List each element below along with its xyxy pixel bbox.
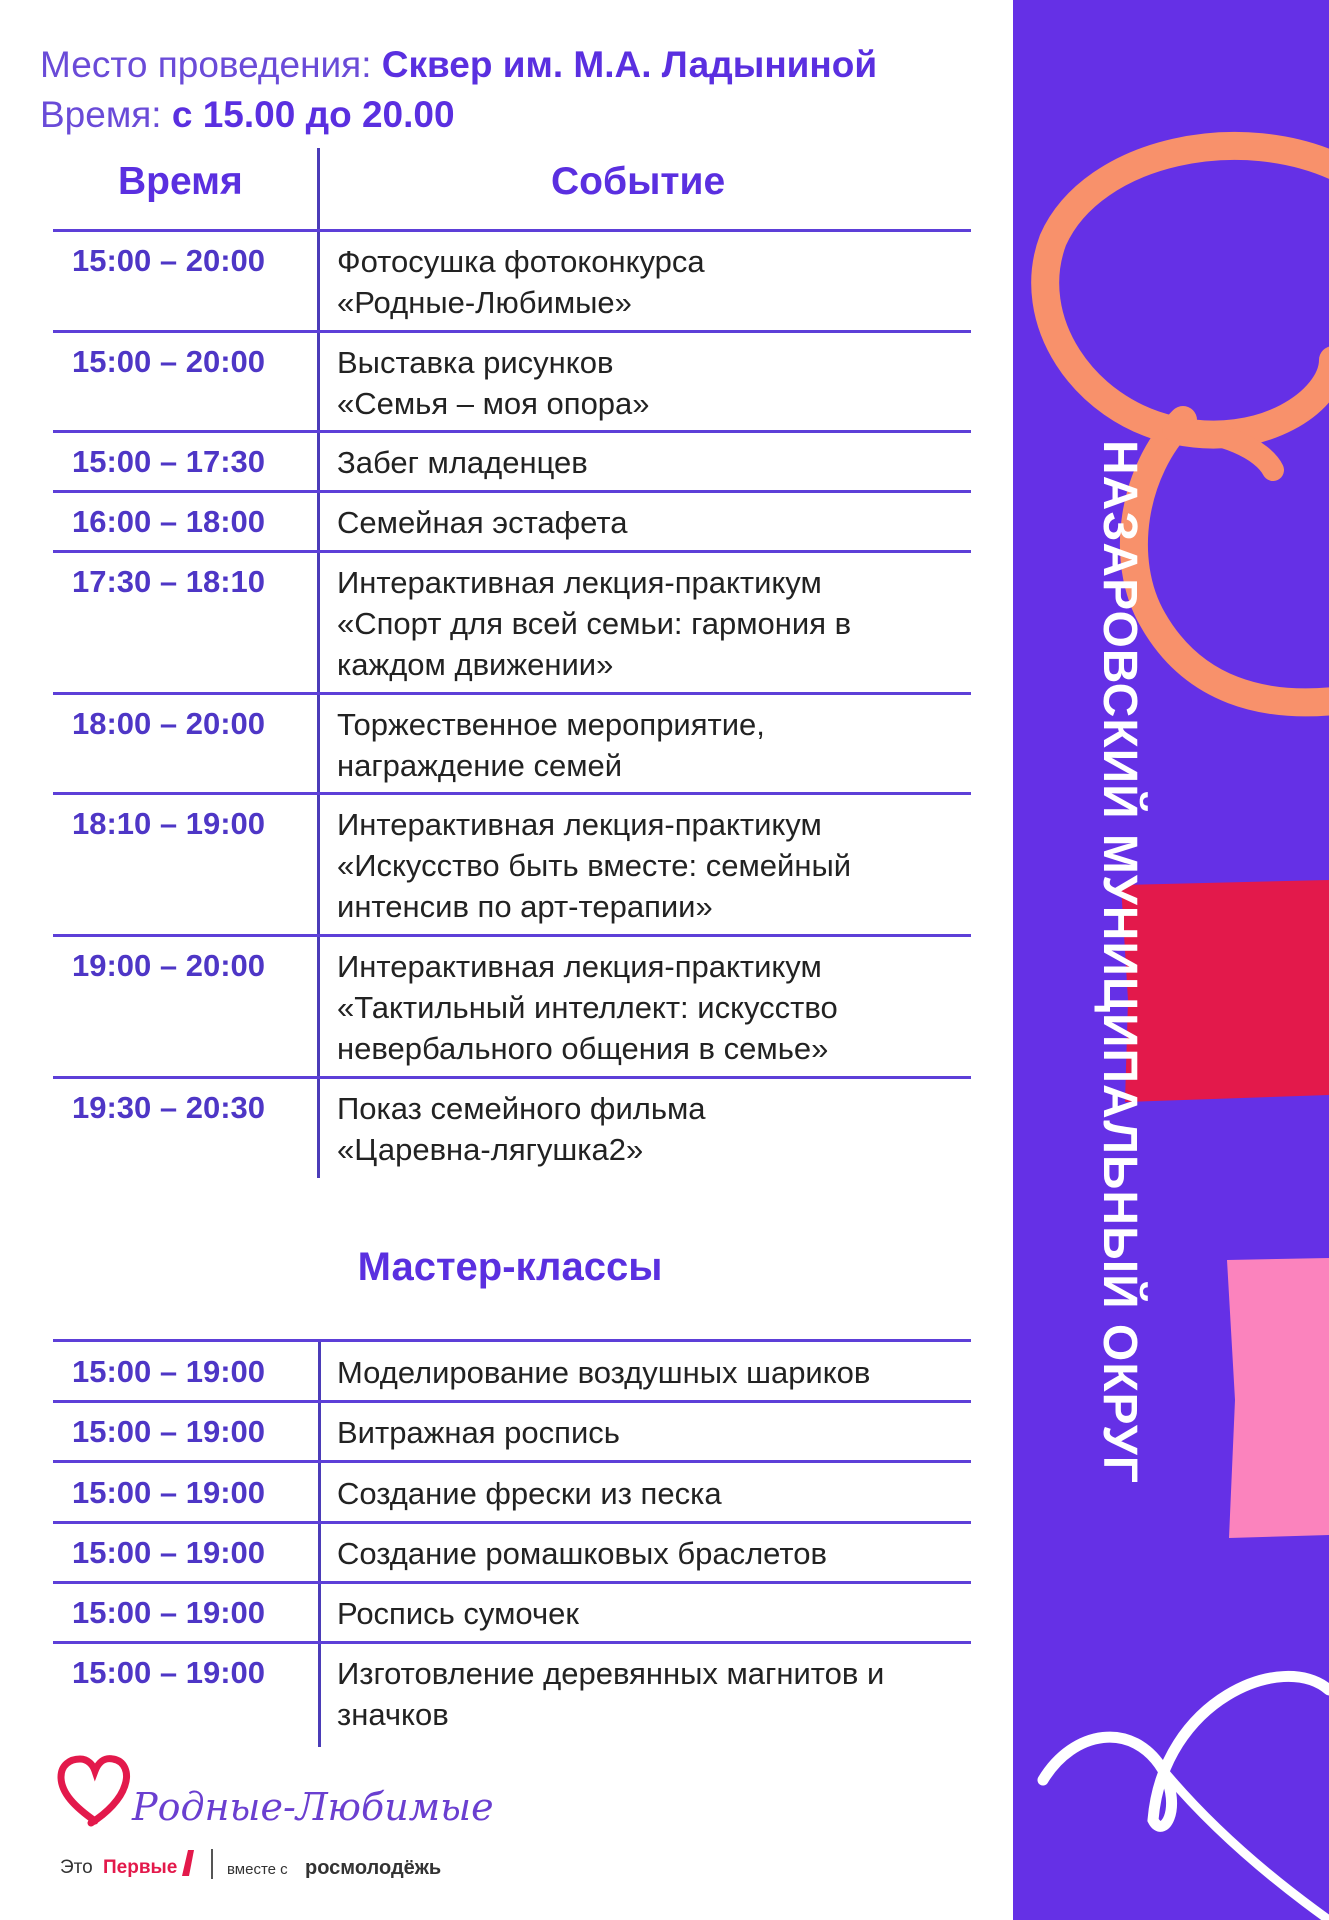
time-value: с 15.00 до 20.00 [171, 94, 455, 135]
time-label: Время: [40, 94, 162, 135]
row-event: Моделирование воздушных шариков [337, 1355, 871, 1390]
row-time: 15:00 – 20:00 [72, 243, 266, 278]
row-time: 15:00 – 19:00 [72, 1655, 266, 1690]
row-time: 19:30 – 20:30 [72, 1090, 266, 1125]
table-rule [53, 1339, 971, 1342]
pervye-logo: Первые [103, 1857, 178, 1878]
row-event: Интерактивная лекция-практикум «Спорт для всей семьи: гармония в каждом движении» [337, 565, 852, 682]
row-event: Интерактивная лекция-практикум «Тактильный интеллект: искусство невербального общения в семье» [337, 949, 838, 1066]
row-time: 15:00 – 20:00 [72, 344, 266, 379]
table-rule [53, 1641, 971, 1644]
schedule-divider [317, 148, 320, 1178]
rosmolodezh-logo: росмолодёжь [305, 1857, 442, 1879]
row-event: Фотосушка фотоконкурса «Родные-Любимые» [337, 244, 705, 320]
white-heart-tail [1163, 1770, 1329, 1920]
row-time: 15:00 – 17:30 [72, 444, 266, 479]
brush-strokes [1013, 0, 1329, 1920]
row-time: 15:00 – 19:00 [72, 1595, 266, 1630]
table-rule [53, 490, 971, 493]
row-event: Витражная роспись [337, 1415, 620, 1450]
table-rule [53, 934, 971, 937]
time-line [40, 90, 877, 140]
white-heart-stroke [1043, 1676, 1329, 1826]
row-event: Создание ромашковых браслетов [337, 1536, 827, 1571]
row-time: 15:00 – 19:00 [72, 1354, 266, 1389]
district-vertical-title: НАЗАРОВСКИЙ МУНИЦИПАЛЬНЫЙ ОКРУГ [1093, 440, 1146, 1484]
heart-logo-icon [55, 1755, 135, 1827]
row-time: 15:00 – 19:00 [72, 1414, 266, 1449]
decorative-sidebar [1013, 0, 1329, 1920]
table-rule [53, 692, 971, 695]
row-event: Забег младенцев [337, 445, 588, 480]
row-event: Изготовление деревянных магнитов и значков [337, 1656, 885, 1732]
row-event: Выставка рисунков «Семья – моя опора» [337, 345, 650, 421]
red-paint-block [1121, 880, 1329, 1102]
venue-value: Сквер им. М.А. Ладыниной [381, 44, 878, 85]
venue-info [40, 40, 877, 140]
row-time: 15:00 – 19:00 [72, 1475, 266, 1510]
table-rule [53, 229, 971, 232]
row-time: 19:00 – 20:00 [72, 948, 266, 983]
row-event: Торжественное мероприятие, награждение семей [337, 707, 765, 783]
eto-text: Это [60, 1857, 93, 1878]
table-rule [53, 1521, 971, 1524]
table-rule [53, 1400, 971, 1403]
rodnye-lyubimye-logo: Родные-Любимые [132, 1785, 494, 1829]
column-header-event: Событие [551, 160, 726, 203]
table-rule [53, 1460, 971, 1463]
table-rule [53, 1076, 971, 1079]
vmeste-text: вместе с [227, 1861, 288, 1878]
masterclass-title: Мастер-классы [357, 1245, 663, 1289]
row-time: 18:10 – 19:00 [72, 806, 266, 841]
pink-paint-block [1227, 1258, 1329, 1538]
table-rule [53, 1581, 971, 1584]
table-rule [53, 430, 971, 433]
column-header-time: Время [118, 160, 243, 203]
row-event: Семейная эстафета [337, 505, 628, 540]
pervye-flag-icon [180, 1850, 194, 1876]
row-time: 18:00 – 20:00 [72, 706, 266, 741]
row-event: Интерактивная лекция-практикум «Искусство быть вместе: семейный интенсив по арт-терапии» [337, 807, 852, 924]
footer-separator [211, 1849, 213, 1879]
venue-line [40, 40, 877, 90]
table-rule [53, 330, 971, 333]
table-rule [53, 550, 971, 553]
table-rule [53, 792, 971, 795]
row-event: Создание фрески из песка [337, 1476, 722, 1511]
row-event: Роспись сумочек [337, 1596, 579, 1631]
row-time: 15:00 – 19:00 [72, 1535, 266, 1570]
venue-label: Место проведения: [40, 44, 372, 85]
row-event: Показ семейного фильма «Царевна-лягушка2» [337, 1091, 706, 1167]
row-time: 16:00 – 18:00 [72, 504, 266, 539]
row-time: 17:30 – 18:10 [72, 564, 266, 599]
